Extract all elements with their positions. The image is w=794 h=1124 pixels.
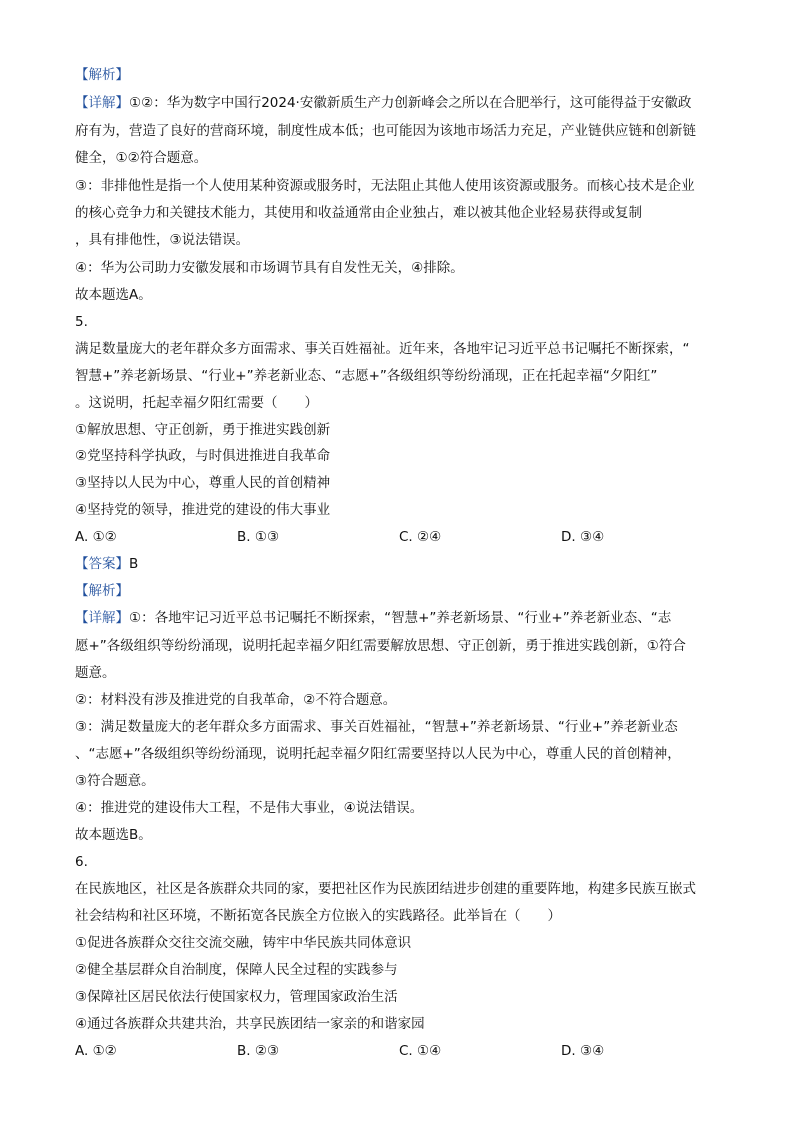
analysis-label: 【解析】: [75, 67, 129, 83]
analysis-line: ③：满足数量庞大的老年群众多方面需求、事关百姓福祉，“智慧+”养老新场景、“行业+”养老新业态: [75, 719, 678, 735]
statement-item: ③坚持以人民为中心，尊重人民的首创精神: [75, 475, 331, 491]
detail-tag: 【详解】: [75, 95, 129, 111]
question-stem: 。这说明，托起幸福夕阳红需要（ ）: [75, 395, 318, 411]
statement-item: ①解放思想、守正创新，勇于推进实践创新: [75, 422, 331, 438]
detail-tag: 【详解】: [75, 610, 129, 626]
statement-item: ②党坚持科学执政，与时俱进推进自我革命: [75, 448, 331, 464]
analysis-line: ③：非排他性是指一个人使用某种资源或服务时，无法阻止其他人使用该资源或服务。而核心技术是企业: [75, 178, 695, 194]
answer-tag: 【答案】: [75, 556, 129, 572]
question-number: 6.: [75, 854, 88, 870]
analysis-label: 【解析】: [75, 583, 129, 599]
analysis-line: 府有为，营造了良好的营商环境，制度性成本低；也可能因为该地市场活力充足，产业链供应链和创新链: [75, 123, 696, 139]
option-a: A. ①②: [75, 529, 117, 545]
question-stem: 智慧+”养老新场景、“行业+”养老新业态、“志愿+”各级组织等纷纷涌现，正在托起幸福“夕阳红”: [75, 368, 658, 384]
conclusion-line: 故本题选A。: [75, 287, 152, 303]
analysis-line: 题意。: [75, 665, 116, 681]
statement-item: ②健全基层群众自治制度，保障人民全过程的实践参与: [75, 962, 398, 978]
statement-item: ④坚持党的领导，推进党的建设的伟大事业: [75, 502, 331, 518]
answer-value: B: [129, 556, 139, 572]
analysis-line: 【详解】①：各地牢记习近平总书记嘱托不断探索，“智慧+”养老新场景、“行业+”养老新业态、“志: [75, 610, 672, 626]
analysis-line: ④：推进党的建设伟大工程，不是伟大事业，④说法错误。: [75, 800, 424, 816]
answer-line: [75, 554, 138, 574]
option-d: D. ③④: [561, 529, 605, 545]
question-number: 5.: [75, 314, 88, 330]
question-stem: 社会结构和社区环境，不断拓宽各民族全方位嵌入的实践路径。此举旨在（ ）: [75, 908, 561, 924]
analysis-line: ，具有排他性，③说法错误。: [75, 232, 250, 248]
analysis-line: 、“志愿+”各级组织等纷纷涌现，说明托起幸福夕阳红需要坚持以人民为中心，尊重人民的首创精神，: [75, 746, 681, 762]
analysis-line: 的核心竞争力和关键技术能力，其使用和收益通常由企业独占，难以被其他企业轻易获得或复制: [75, 205, 642, 221]
option-c: C. ①④: [399, 1043, 442, 1059]
statement-item: ③保障社区居民依法行使国家权力，管理国家政治生活: [75, 989, 398, 1005]
statement-item: ①促进各族群众交往交流交融，铸牢中华民族共同体意识: [75, 935, 412, 951]
analysis-line: 【详解】①②：华为数字中国行2024·安徽新质生产力创新峰会之所以在合肥举行，这可能得益于安徽政: [75, 95, 692, 111]
analysis-line: ②：材料没有涉及推进党的自我革命，②不符合题意。: [75, 692, 397, 708]
option-d: D. ③④: [561, 1043, 605, 1059]
analysis-line: 健全，①②符合题意。: [75, 150, 208, 166]
question-stem: 满足数量庞大的老年群众多方面需求、事关百姓福祉。近年来，各地牢记习近平总书记嘱托不断探索，“: [75, 341, 690, 357]
option-b: B. ①③: [237, 529, 280, 545]
option-c: C. ②④: [399, 529, 442, 545]
question-stem: 在民族地区，社区是各族群众共同的家，要把社区作为民族团结进步创建的重要阵地，构建多民族互嵌式: [75, 881, 696, 897]
analysis-line: ④：华为公司助力安徽发展和市场调节具有自发性无关，④排除。: [75, 260, 464, 276]
statement-item: ④通过各族群众共建共治，共享民族团结一家亲的和谐家园: [75, 1016, 425, 1032]
option-a: A. ①②: [75, 1043, 117, 1059]
analysis-line: 愿+”各级组织等纷纷涌现，说明托起幸福夕阳红需要解放思想、守正创新，勇于推进实践创新，①符合: [75, 638, 686, 654]
conclusion-line: 故本题选B。: [75, 827, 152, 843]
option-b: B. ②③: [237, 1043, 280, 1059]
analysis-line: ③符合题意。: [75, 773, 155, 789]
